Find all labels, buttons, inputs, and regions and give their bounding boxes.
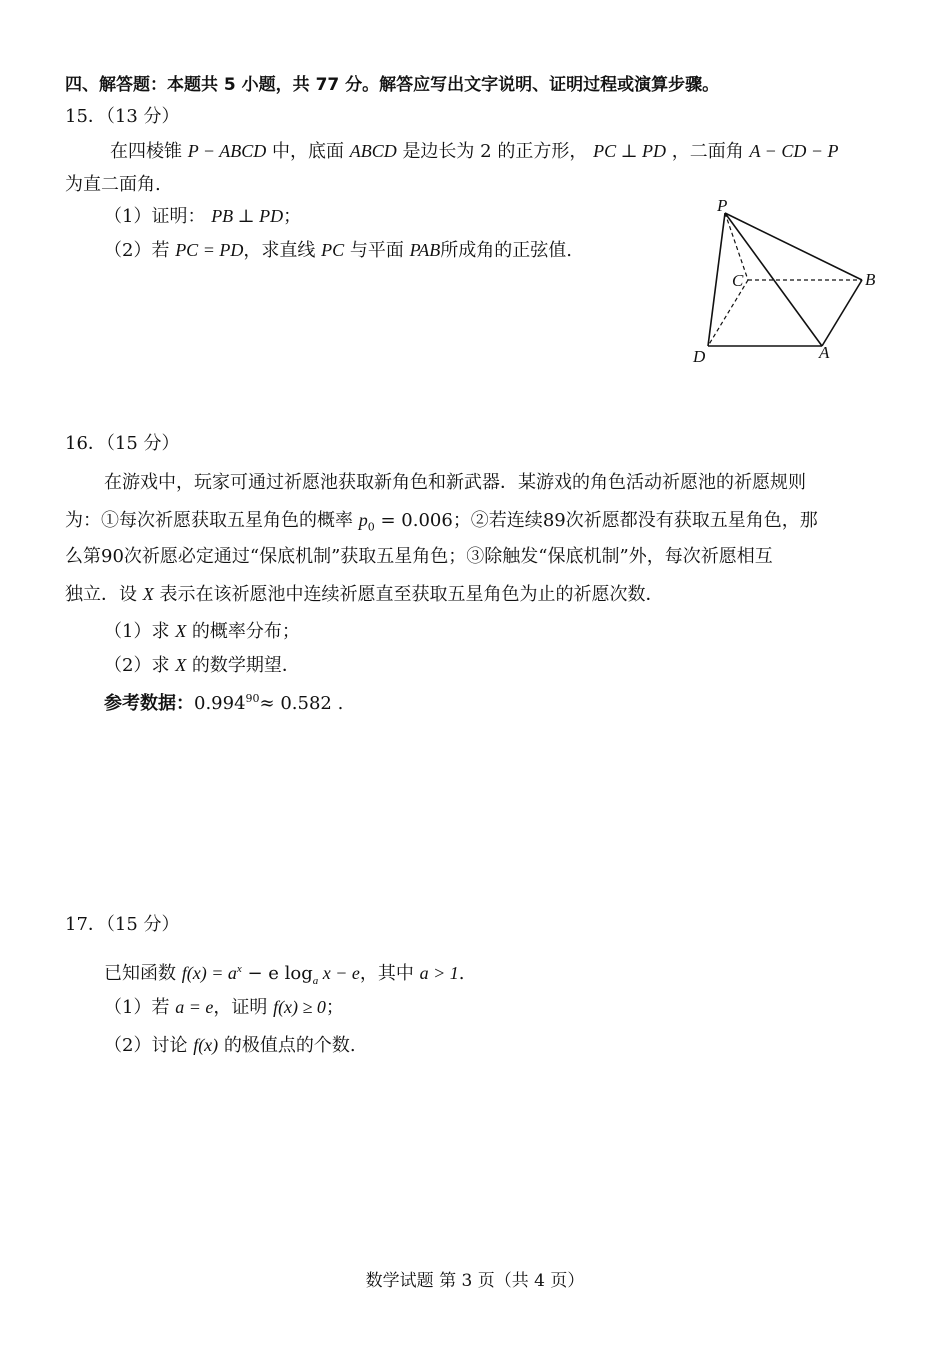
text: （1）若 [104, 997, 170, 1018]
q17-number: 17． [65, 914, 106, 935]
q16-line4 [65, 581, 663, 608]
math-subscript: 0 [367, 520, 375, 534]
text: （1）求 [104, 621, 170, 642]
math: PC ⊥ PD [593, 141, 667, 161]
edge-AB [822, 280, 862, 346]
q15-part2 [104, 237, 572, 264]
q17-part2 [104, 1032, 356, 1059]
text: （1）证明： [104, 206, 206, 227]
math: a > 1 [419, 963, 459, 983]
q15-part1 [104, 203, 301, 230]
q17-heading [65, 912, 180, 938]
math: PAB [409, 240, 441, 260]
q16-reference [104, 686, 343, 717]
math: 90 [101, 546, 124, 567]
math: 89 [542, 510, 566, 531]
text: ，二面角 [671, 141, 744, 162]
text: 的数学期望． [191, 655, 300, 676]
q15-heading [65, 104, 180, 130]
reference-label: 参考数据： [104, 693, 194, 714]
text: ，其中 [359, 963, 414, 984]
label-A: A [819, 343, 830, 362]
text: ，求直线 [243, 240, 316, 261]
text: 的概率分布； [191, 621, 300, 642]
q16-line3 [65, 544, 773, 570]
text: （2）求 [104, 655, 170, 676]
math: = 0.006 [380, 510, 453, 531]
text: 为：①每次祈愿获取五星角色的概率 [65, 510, 353, 531]
page-footer: 数学试题 第 3 页（共 4 页） [365, 1271, 585, 1291]
math: f(x) = a [181, 963, 237, 983]
math: PB ⊥ PD [211, 206, 284, 226]
q16-line1: 在游戏中，玩家可通过祈愿池获取新角色和新武器．某游戏的角色活动祈愿池的祈愿规则 [104, 472, 806, 493]
text: （2）若 [104, 240, 170, 261]
math: − e log [241, 963, 313, 984]
math-subscript: a [312, 974, 319, 987]
math-exponent: 90 [245, 692, 260, 705]
text: ； [325, 997, 344, 1018]
q15-score: （13 分） [105, 106, 180, 127]
label-D: D [693, 347, 706, 366]
text: 与平面 [349, 240, 404, 261]
math: X [175, 655, 187, 675]
text: 次祈愿必定通过“保底机制”获取五星角色；③除触发“保底机制”外，每次祈愿相互 [123, 546, 773, 567]
math: 2 [480, 141, 492, 162]
section-header: 四、解答题：本题共 5 小题，共 77 分。解答应写出文字说明、证明过程或演算步骤。 [65, 75, 720, 95]
math: X [175, 621, 187, 641]
text: （2）讨论 [104, 1035, 188, 1056]
math: a = e [175, 997, 214, 1017]
math: f(x) ≥ 0 [273, 997, 326, 1017]
edge-PB [725, 213, 862, 280]
math: ≈ 0.582 . [259, 693, 344, 714]
text: 表示在该祈愿池中连续祈愿直至获取五星角色为止的祈愿次数． [159, 584, 664, 605]
q15-stem-line2: 为直二面角. [65, 174, 161, 195]
text: 的正方形， [497, 141, 588, 162]
text: 么第 [65, 546, 101, 567]
math: A − CD − P [749, 141, 839, 161]
math: ABCD [349, 141, 397, 161]
text: ；②若连续 [452, 510, 543, 531]
text: 中，底面 [271, 141, 344, 162]
math: x − e [318, 963, 360, 983]
q16-score: （15 分） [105, 433, 180, 454]
math: P − ABCD [187, 141, 267, 161]
q17-stem [104, 956, 465, 994]
edge-PD [708, 213, 725, 346]
text: ； [283, 206, 302, 227]
math: p [358, 510, 368, 530]
text: 的极值点的个数. [223, 1035, 356, 1056]
q15-stem-line1 [110, 138, 838, 165]
q17-part1 [104, 994, 344, 1021]
label-B: B [865, 270, 876, 289]
q16-heading [65, 431, 180, 457]
text: 所成角的正弦值. [440, 240, 572, 261]
pyramid-figure [688, 196, 888, 371]
label-C: C [732, 271, 744, 290]
text: 是边长为 [402, 141, 475, 162]
math: 0.994 [194, 693, 246, 714]
math: X [142, 584, 154, 604]
q16-line2 [65, 507, 818, 541]
text: 已知函数 [104, 963, 176, 984]
q17-score: （15 分） [105, 914, 180, 935]
text: 次祈愿都没有获取五星角色，那 [565, 510, 818, 531]
math: PC [321, 240, 345, 260]
label-P: P [717, 196, 728, 215]
math: f(x) [193, 1035, 219, 1055]
text: 独立．设 [65, 584, 137, 605]
text: 在四棱锥 [110, 141, 182, 162]
q16-part1 [104, 618, 300, 645]
q15-number: 15． [65, 106, 106, 127]
text: . [458, 963, 465, 984]
math-exponent: x [236, 963, 242, 975]
q16-number: 16． [65, 433, 106, 454]
text: ，证明 [213, 997, 268, 1018]
q16-part2 [104, 652, 300, 679]
math: PC = PD [175, 240, 244, 260]
